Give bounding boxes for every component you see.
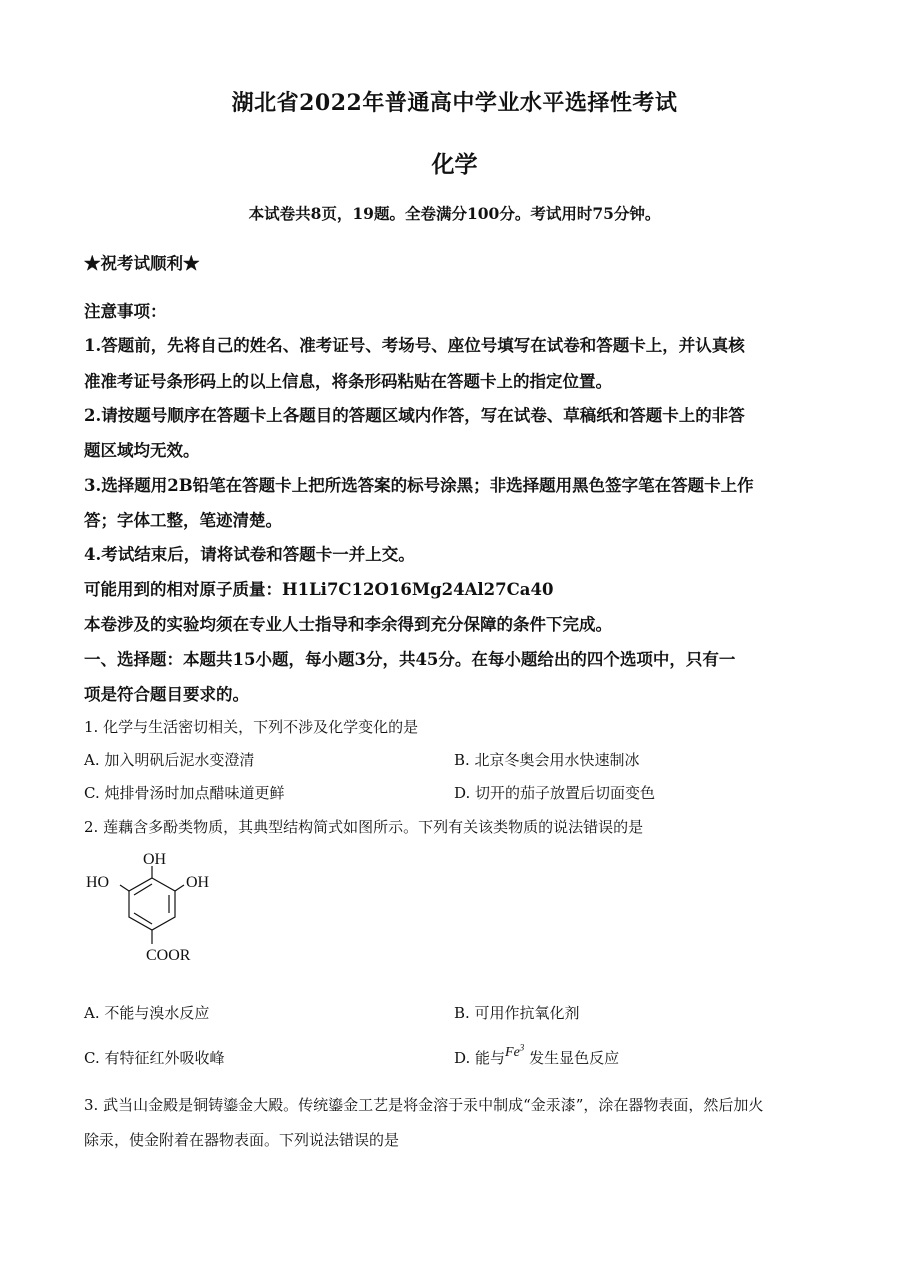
q2-option-d-suffix: 发生显色反应 xyxy=(524,1049,620,1067)
subject-title: 化学 xyxy=(431,151,478,178)
notice-item-2-line-2: 题区域均无效。 xyxy=(84,441,200,460)
notice-item-3-line-2: 答；字体工整，笔迹清楚。 xyxy=(84,511,282,530)
q2-stem: 2. 莲藕含多酚类物质，其典型结构简式如图所示。下列有关该类物质的说法错误的是 xyxy=(84,818,644,836)
benzene-ring-diagram xyxy=(84,848,234,973)
notice-heading: 注意事项： xyxy=(84,302,167,321)
exam-info: 本试卷共8页，19题。全卷满分100分。考试用时75分钟。 xyxy=(248,204,661,223)
notice-item-2-line-1: 2.请按题号顺序在答题卡上各题目的答题区域内作答，写在试卷、草稿纸和答题卡上的非答 xyxy=(84,406,745,425)
right-oh-label: OH xyxy=(186,874,210,891)
q2-option-a: A. 不能与溴水反应 xyxy=(84,1004,210,1022)
notice-item-4: 4.考试结束后，请将试卷和答题卡一并上交。 xyxy=(84,545,415,564)
q2-option-d xyxy=(454,1040,620,1067)
notice-item-3-line-1: 3.选择题用2B铅笔在答题卡上把所选答案的标号涂黑；非选择题用黑色签字笔在答题卡上作 xyxy=(84,476,754,495)
bond-left-ho xyxy=(120,885,129,891)
atomic-mass-line: 可能用到的相对原子质量：H1Li7C12O16Mg24Al27Ca40 xyxy=(84,580,554,599)
safety-line: 本卷涉及的实验均须在专业人士指导和李余得到充分保障的条件下完成。 xyxy=(84,615,612,634)
q1-option-a: A. 加入明矾后泥水变澄清 xyxy=(84,751,255,769)
fe-charge: 3 xyxy=(519,1042,525,1053)
polyphenol-structure-figure xyxy=(84,848,234,973)
ring-double-bond-lower-left xyxy=(134,913,152,924)
bottom-coor-label: COOR xyxy=(146,947,191,964)
section-1-line-1: 一、选择题：本题共15小题，每小题3分，共45分。在每小题给出的四个选项中，只有一 xyxy=(84,650,736,669)
q1-stem: 1. 化学与生活密切相关，下列不涉及化学变化的是 xyxy=(84,718,419,736)
left-ho-label: HO xyxy=(86,874,110,891)
benzene-ring xyxy=(129,878,175,930)
notice-item-1-line-1: 1.答题前，先将自己的姓名、准考证号、考场号、座位号填写在试卷和答题卡上，并认真核 xyxy=(84,336,745,355)
q1-option-b: B. 北京冬奥会用水快速制冰 xyxy=(454,751,640,769)
q2-option-c: C. 有特征红外吸收峰 xyxy=(84,1049,225,1067)
q2-option-d-prefix: D. 能与 xyxy=(454,1049,506,1067)
fe-ion-symbol xyxy=(505,1042,525,1060)
fe-symbol: Fe xyxy=(505,1045,520,1060)
bond-right-oh xyxy=(175,885,184,891)
q2-option-b: B. 可用作抗氧化剂 xyxy=(454,1004,580,1022)
section-1-line-2: 项是符合题目要求的。 xyxy=(84,685,249,704)
q3-line-2: 除汞，使金附着在器物表面。下列说法错误的是 xyxy=(84,1131,400,1149)
q3-line-1: 3. 武当山金殿是铜铸鎏金大殿。传统鎏金工艺是将金溶于汞中制成“金汞漆”，涂在器物表面，然后加火 xyxy=(84,1096,764,1114)
top-oh-label: OH xyxy=(143,851,167,868)
wish-line: ★祝考试顺利★ xyxy=(84,254,200,273)
exam-title: 湖北省2022年普通高中学业水平选择性考试 xyxy=(231,90,678,116)
ring-double-bond-upper-left xyxy=(134,884,152,895)
q1-option-d: D. 切开的茄子放置后切面变色 xyxy=(454,784,656,802)
q1-option-c: C. 炖排骨汤时加点醋味道更鲜 xyxy=(84,784,285,802)
notice-item-1-line-2: 准准考证号条形码上的以上信息，将条形码粘贴在答题卡上的指定位置。 xyxy=(84,372,612,391)
